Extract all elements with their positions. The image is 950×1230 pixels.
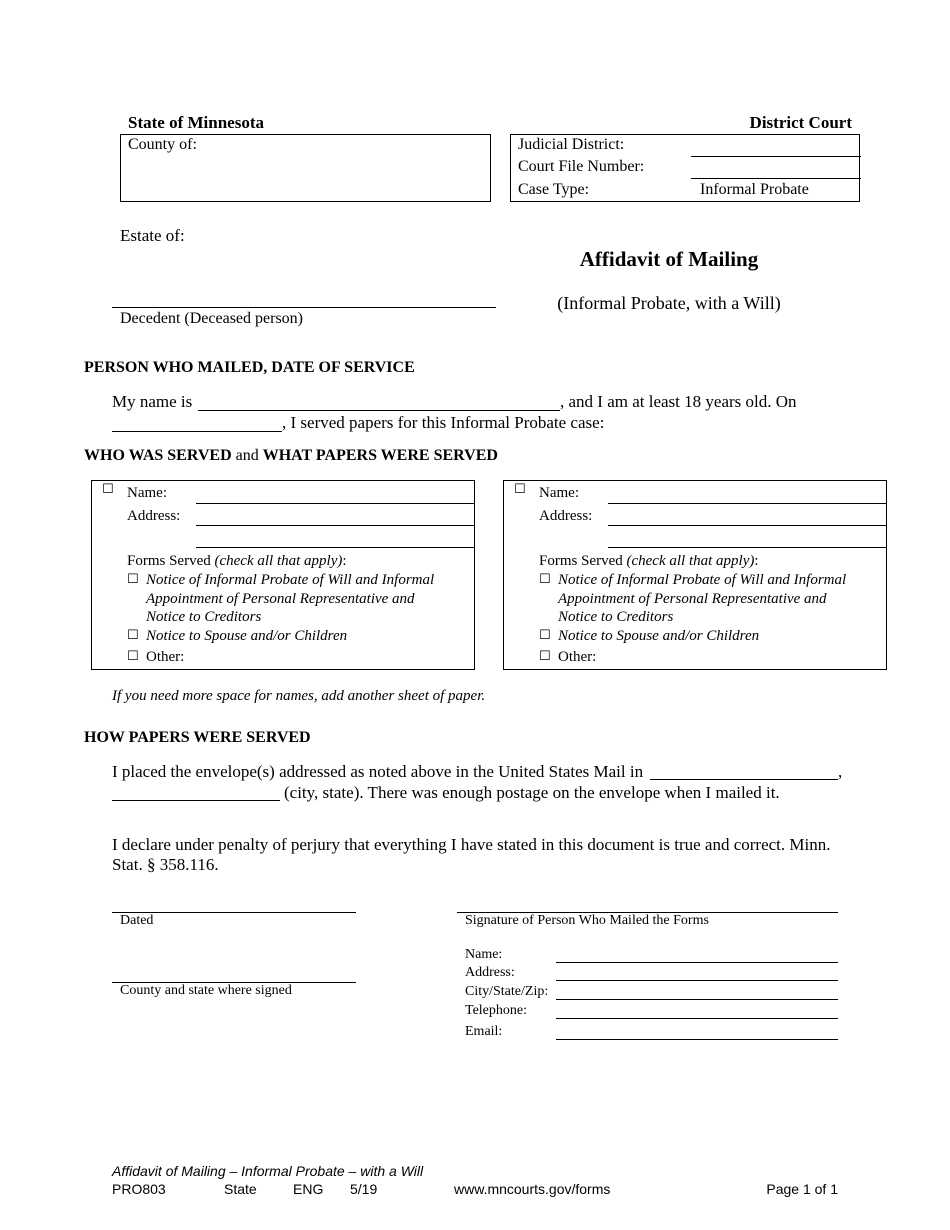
mailed-line-1: I placed the envelope(s) addressed as noted above in the United States Mail in bbox=[112, 762, 644, 781]
court-heading: District Court bbox=[749, 113, 852, 132]
recipient-1-form-2-label: Notice to Spouse and/or Children bbox=[146, 628, 348, 644]
signer-name-field[interactable] bbox=[556, 962, 838, 963]
case-type-value: Informal Probate bbox=[700, 181, 809, 198]
recipient-2-forms-served-label: Forms Served (check all that apply): bbox=[539, 553, 759, 569]
mailed-line-2: (city, state). There was enough postage on the envelope when I mailed it. bbox=[284, 783, 780, 802]
served-text: , I served papers for this Informal Probate case: bbox=[282, 413, 605, 432]
section-heading-how: HOW PAPERS WERE SERVED bbox=[84, 729, 311, 746]
footer-form-code: PRO803 bbox=[112, 1181, 166, 1197]
recipient-1-form-1-line1: Notice of Informal Probate of Will and Informal bbox=[146, 572, 435, 588]
recipient-1-form-1-checkbox[interactable]: ☐ bbox=[127, 572, 139, 587]
mailed-city-field[interactable] bbox=[650, 779, 838, 780]
recipient-1-form-1-line2: Appointment of Personal Representative and bbox=[146, 591, 415, 607]
decedent-name-field[interactable] bbox=[112, 307, 496, 308]
recipient-1-form-3-checkbox[interactable]: ☐ bbox=[127, 649, 139, 664]
heading-who-part2: WHAT PAPERS WERE SERVED bbox=[262, 447, 498, 464]
signer-name-label: Name: bbox=[465, 947, 503, 962]
recipient-1-address-label: Address: bbox=[127, 508, 181, 524]
dated-label: Dated bbox=[120, 913, 154, 928]
recipient-2-checkbox[interactable]: ☐ bbox=[514, 482, 526, 497]
case-type-label: Case Type: bbox=[518, 181, 590, 198]
recipient-2-form-1-line2: Appointment of Personal Representative and bbox=[558, 591, 827, 607]
recipient-2-address-field[interactable] bbox=[608, 525, 887, 526]
heading-who-and: and bbox=[231, 447, 263, 464]
recipient-2-form-2-label: Notice to Spouse and/or Children bbox=[558, 628, 760, 644]
county-label: County of: bbox=[128, 136, 197, 153]
perjury-declaration: I declare under penalty of perjury that everything I have stated in this document is true and correct. Minn. Stat. § 358.116. bbox=[112, 835, 831, 874]
footer-form-title: Affidavit of Mailing – Informal Probate – with a Will bbox=[112, 1163, 424, 1179]
footer-jurisdiction: State bbox=[224, 1181, 257, 1197]
heading-who-part1: WHO WAS SERVED bbox=[84, 447, 232, 464]
section-heading-who bbox=[84, 447, 498, 465]
county-state-label: County and state where signed bbox=[120, 983, 292, 998]
service-date-field[interactable] bbox=[112, 431, 282, 432]
more-space-note: If you need more space for names, add another sheet of paper. bbox=[112, 688, 486, 704]
my-name-is-text: My name is bbox=[112, 392, 193, 411]
form-title: Affidavit of Mailing bbox=[579, 247, 759, 271]
signer-telephone-field[interactable] bbox=[556, 1018, 838, 1019]
estate-label: Estate of: bbox=[120, 226, 185, 245]
footer-website[interactable]: www.mncourts.gov/forms bbox=[454, 1181, 611, 1197]
recipient-1-form-3-label: Other: bbox=[146, 649, 185, 665]
recipient-1-forms-served-label: Forms Served (check all that apply): bbox=[127, 553, 347, 569]
my-name-field[interactable] bbox=[198, 410, 560, 411]
signer-email-label: Email: bbox=[465, 1024, 503, 1039]
state-heading: State of Minnesota bbox=[128, 113, 264, 132]
recipient-1-address-field[interactable] bbox=[196, 525, 475, 526]
recipient-2-name-label: Name: bbox=[539, 485, 579, 501]
signature-label: Signature of Person Who Mailed the Forms bbox=[465, 913, 709, 928]
mailed-comma: , bbox=[838, 762, 843, 781]
signer-city-field[interactable] bbox=[556, 999, 838, 1000]
recipient-2-form-1-line3: Notice to Creditors bbox=[558, 609, 674, 625]
form-subtitle: (Informal Probate, with a Will) bbox=[557, 293, 781, 313]
recipient-box-2 bbox=[503, 480, 887, 670]
recipient-2-name-field[interactable] bbox=[608, 503, 887, 504]
mailed-state-field[interactable] bbox=[112, 800, 280, 801]
footer-date: 5/19 bbox=[350, 1181, 378, 1197]
judicial-district-label: Judicial District: bbox=[518, 136, 625, 153]
signer-address-label: Address: bbox=[465, 965, 515, 980]
section-heading-person: PERSON WHO MAILED, DATE OF SERVICE bbox=[84, 359, 415, 376]
recipient-1-address-field-2[interactable] bbox=[196, 547, 475, 548]
signer-address-field[interactable] bbox=[556, 980, 838, 981]
signer-city-label: City/State/Zip: bbox=[465, 984, 549, 999]
recipient-2-address-field-2[interactable] bbox=[608, 547, 887, 548]
recipient-1-name-field[interactable] bbox=[196, 503, 475, 504]
judicial-district-field[interactable] bbox=[691, 156, 861, 157]
court-file-number-field[interactable] bbox=[691, 178, 861, 179]
recipient-2-address-label: Address: bbox=[539, 508, 593, 524]
signer-telephone-label: Telephone: bbox=[465, 1003, 527, 1018]
recipient-2-form-1-line1: Notice of Informal Probate of Will and Informal bbox=[558, 572, 847, 588]
recipient-2-form-3-label: Other: bbox=[558, 649, 597, 665]
decedent-label: Decedent (Deceased person) bbox=[120, 310, 304, 327]
recipient-2-form-3-checkbox[interactable]: ☐ bbox=[539, 649, 551, 664]
recipient-1-checkbox[interactable]: ☐ bbox=[102, 482, 114, 497]
signer-email-field[interactable] bbox=[556, 1039, 838, 1040]
recipient-1-form-1-line3: Notice to Creditors bbox=[146, 609, 262, 625]
recipient-box-1 bbox=[91, 480, 475, 670]
recipient-2-form-2-checkbox[interactable]: ☐ bbox=[539, 628, 551, 643]
footer-page-number: Page 1 of 1 bbox=[766, 1181, 838, 1197]
recipient-1-form-2-checkbox[interactable]: ☐ bbox=[127, 628, 139, 643]
county-box[interactable] bbox=[120, 134, 491, 202]
age-text: , and I am at least 18 years old. On bbox=[560, 392, 797, 411]
recipient-2-form-1-checkbox[interactable]: ☐ bbox=[539, 572, 551, 587]
recipient-1-name-label: Name: bbox=[127, 485, 167, 501]
footer-language: ENG bbox=[293, 1181, 324, 1197]
court-file-number-label: Court File Number: bbox=[518, 158, 645, 175]
case-info-box bbox=[510, 134, 860, 202]
